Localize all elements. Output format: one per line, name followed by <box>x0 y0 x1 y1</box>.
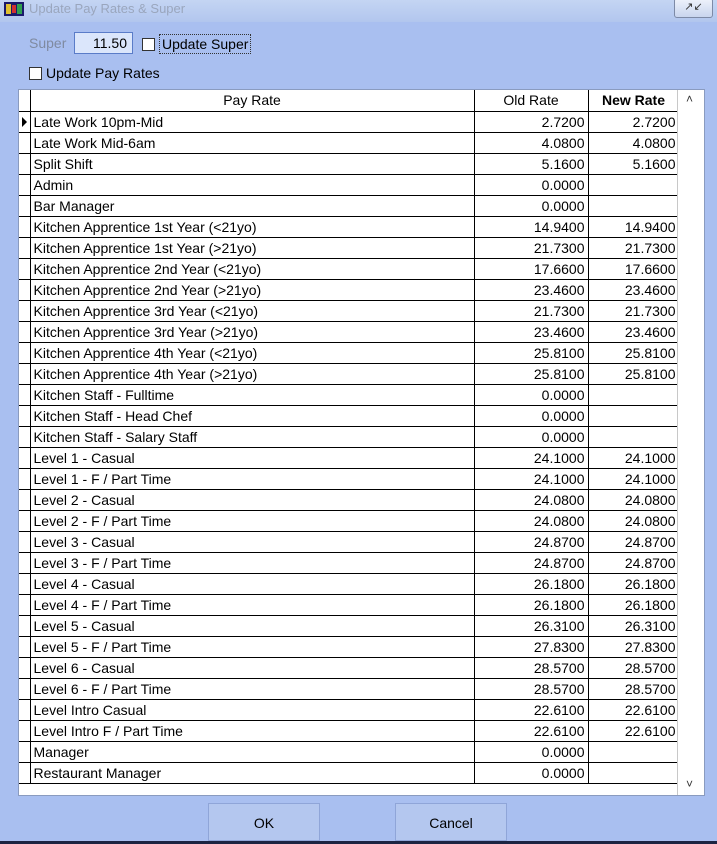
row-selector[interactable] <box>19 468 30 489</box>
table-row[interactable] <box>19 363 679 384</box>
old-rate-cell: 26.3100 <box>474 615 588 636</box>
row-selector[interactable] <box>19 573 30 594</box>
table-row[interactable] <box>19 300 679 321</box>
pay-rate-cell: Manager <box>30 741 474 762</box>
new-rate-cell[interactable]: 17.6600 <box>588 258 679 279</box>
row-selector[interactable] <box>19 657 30 678</box>
old-rate-cell: 22.6100 <box>474 699 588 720</box>
row-selector[interactable] <box>19 363 30 384</box>
pay-rate-cell: Level 2 - F / Part Time <box>30 510 474 531</box>
table-row[interactable] <box>19 678 679 699</box>
old-rate-cell: 22.6100 <box>474 720 588 741</box>
new-rate-cell[interactable] <box>588 426 679 447</box>
pay-rate-cell: Bar Manager <box>30 195 474 216</box>
checkbox-icon <box>142 38 155 51</box>
row-selector[interactable] <box>19 531 30 552</box>
pay-rates-table <box>19 90 680 784</box>
new-rate-cell[interactable]: 26.3100 <box>588 615 679 636</box>
new-rate-cell[interactable]: 25.8100 <box>588 342 679 363</box>
old-rate-cell: 24.1000 <box>474 447 588 468</box>
row-selector[interactable] <box>19 195 30 216</box>
table-row[interactable] <box>19 573 679 594</box>
row-selector[interactable] <box>19 489 30 510</box>
new-rate-cell[interactable]: 23.4600 <box>588 321 679 342</box>
old-rate-cell: 25.8100 <box>474 342 588 363</box>
vertical-scrollbar[interactable] <box>677 90 704 795</box>
row-selector[interactable] <box>19 594 30 615</box>
old-rate-cell: 25.8100 <box>474 363 588 384</box>
old-rate-cell: 0.0000 <box>474 741 588 762</box>
new-rate-cell[interactable] <box>588 762 679 783</box>
scroll-down-icon[interactable]: ˅ <box>686 777 694 791</box>
table-row[interactable] <box>19 195 679 216</box>
new-rate-cell[interactable]: 26.1800 <box>588 594 679 615</box>
pay-rate-cell: Kitchen Apprentice 4th Year (<21yo) <box>30 342 474 363</box>
window-title: Update Pay Rates & Super <box>29 1 186 16</box>
pay-rate-cell: Kitchen Apprentice 3rd Year (<21yo) <box>30 300 474 321</box>
old-rate-cell: 28.5700 <box>474 678 588 699</box>
table-row[interactable] <box>19 699 679 720</box>
table-row[interactable] <box>19 153 679 174</box>
old-rate-cell: 14.9400 <box>474 216 588 237</box>
table-row[interactable] <box>19 132 679 153</box>
new-rate-cell[interactable]: 28.5700 <box>588 657 679 678</box>
row-selector[interactable] <box>19 615 30 636</box>
row-selector[interactable] <box>19 216 30 237</box>
new-rate-cell[interactable]: 24.1000 <box>588 468 679 489</box>
old-rate-cell: 24.8700 <box>474 531 588 552</box>
row-selector[interactable] <box>19 174 30 195</box>
row-selector[interactable] <box>19 111 30 132</box>
super-input[interactable]: 11.50 <box>74 32 133 54</box>
table-row[interactable] <box>19 237 679 258</box>
new-rate-cell[interactable]: 28.5700 <box>588 678 679 699</box>
row-selector[interactable] <box>19 153 30 174</box>
row-selector[interactable] <box>19 258 30 279</box>
row-selector[interactable] <box>19 384 30 405</box>
pay-rate-cell: Admin <box>30 174 474 195</box>
new-rate-cell[interactable]: 21.7300 <box>588 237 679 258</box>
update-pay-rates-label: Update Pay Rates <box>46 65 160 81</box>
old-rate-cell: 26.1800 <box>474 573 588 594</box>
ok-button[interactable]: OK <box>208 803 320 841</box>
row-selector[interactable] <box>19 132 30 153</box>
new-rate-cell[interactable]: 4.0800 <box>588 132 679 153</box>
new-rate-cell[interactable]: 21.7300 <box>588 300 679 321</box>
row-selector[interactable] <box>19 762 30 783</box>
table-row[interactable] <box>19 174 679 195</box>
row-selector[interactable] <box>19 552 30 573</box>
old-rate-cell: 24.0800 <box>474 489 588 510</box>
old-rate-cell: 23.4600 <box>474 279 588 300</box>
pay-rate-cell: Kitchen Apprentice 2nd Year (<21yo) <box>30 258 474 279</box>
pay-rate-cell: Kitchen Apprentice 1st Year (<21yo) <box>30 216 474 237</box>
table-row[interactable] <box>19 468 679 489</box>
old-rate-cell: 24.8700 <box>474 552 588 573</box>
pay-rate-cell: Kitchen Staff - Head Chef <box>30 405 474 426</box>
row-selector[interactable] <box>19 426 30 447</box>
table-row[interactable] <box>19 510 679 531</box>
new-rate-cell[interactable] <box>588 405 679 426</box>
row-selector[interactable] <box>19 636 30 657</box>
current-row-icon <box>22 117 27 127</box>
old-rate-cell: 24.1000 <box>474 468 588 489</box>
table-row[interactable] <box>19 762 679 783</box>
old-rate-cell: 0.0000 <box>474 405 588 426</box>
table-row[interactable] <box>19 657 679 678</box>
title-bar <box>0 0 717 22</box>
old-rate-cell: 0.0000 <box>474 762 588 783</box>
new-rate-cell[interactable]: 2.7200 <box>588 111 679 132</box>
table-row[interactable] <box>19 489 679 510</box>
new-rate-cell[interactable]: 26.1800 <box>588 573 679 594</box>
table-header-row <box>19 90 679 111</box>
update-super-checkbox[interactable] <box>142 34 251 54</box>
old-rate-cell: 0.0000 <box>474 195 588 216</box>
new-rate-cell[interactable]: 25.8100 <box>588 363 679 384</box>
old-rate-cell: 23.4600 <box>474 321 588 342</box>
row-selector[interactable] <box>19 447 30 468</box>
pay-rate-cell: Level 5 - Casual <box>30 615 474 636</box>
row-selector[interactable] <box>19 342 30 363</box>
table-row[interactable] <box>19 111 679 132</box>
old-rate-cell: 0.0000 <box>474 426 588 447</box>
pay-rate-cell: Kitchen Apprentice 3rd Year (>21yo) <box>30 321 474 342</box>
pay-rate-cell: Level 3 - Casual <box>30 531 474 552</box>
table-row[interactable] <box>19 321 679 342</box>
new-rate-cell[interactable]: 24.8700 <box>588 552 679 573</box>
scroll-up-icon[interactable]: ˄ <box>686 92 694 106</box>
old-rate-cell: 24.0800 <box>474 510 588 531</box>
restore-icon: ↗↙ <box>684 1 703 13</box>
row-selector-header <box>19 90 30 111</box>
old-rate-cell: 27.8300 <box>474 636 588 657</box>
old-rate-cell: 26.1800 <box>474 594 588 615</box>
row-selector[interactable] <box>19 279 30 300</box>
row-selector[interactable] <box>19 741 30 762</box>
new-rate-cell[interactable]: 22.6100 <box>588 699 679 720</box>
new-rate-cell[interactable]: 24.8700 <box>588 531 679 552</box>
old-rate-cell: 0.0000 <box>474 384 588 405</box>
new-rate-cell[interactable]: 22.6100 <box>588 720 679 741</box>
column-header-pay-rate[interactable]: Pay Rate <box>30 90 474 111</box>
row-selector[interactable] <box>19 699 30 720</box>
table-row[interactable] <box>19 720 679 741</box>
pay-rate-cell: Kitchen Apprentice 1st Year (>21yo) <box>30 237 474 258</box>
table-row[interactable] <box>19 615 679 636</box>
new-rate-cell[interactable]: 27.8300 <box>588 636 679 657</box>
pay-rate-cell: Kitchen Staff - Fulltime <box>30 384 474 405</box>
new-rate-cell[interactable]: 24.0800 <box>588 489 679 510</box>
pay-rate-cell: Level 6 - Casual <box>30 657 474 678</box>
pay-rate-cell: Split Shift <box>30 153 474 174</box>
table-row[interactable] <box>19 216 679 237</box>
row-selector[interactable] <box>19 237 30 258</box>
pay-rate-cell: Level 5 - F / Part Time <box>30 636 474 657</box>
pay-rate-cell: Kitchen Apprentice 2nd Year (>21yo) <box>30 279 474 300</box>
table-row[interactable] <box>19 426 679 447</box>
new-rate-cell[interactable]: 14.9400 <box>588 216 679 237</box>
table-row[interactable] <box>19 447 679 468</box>
old-rate-cell: 5.1600 <box>474 153 588 174</box>
new-rate-cell[interactable]: 5.1600 <box>588 153 679 174</box>
table-row[interactable] <box>19 342 679 363</box>
app-icon <box>4 2 24 16</box>
pay-rate-cell: Kitchen Apprentice 4th Year (>21yo) <box>30 363 474 384</box>
table-row[interactable] <box>19 384 679 405</box>
old-rate-cell: 0.0000 <box>474 174 588 195</box>
old-rate-cell: 4.0800 <box>474 132 588 153</box>
new-rate-cell[interactable]: 24.0800 <box>588 510 679 531</box>
new-rate-cell[interactable] <box>588 741 679 762</box>
old-rate-cell: 17.6600 <box>474 258 588 279</box>
pay-rate-cell: Late Work 10pm-Mid <box>30 111 474 132</box>
pay-rates-grid[interactable] <box>18 89 705 796</box>
row-selector[interactable] <box>19 720 30 741</box>
pay-rate-cell: Level 4 - Casual <box>30 573 474 594</box>
pay-rate-cell: Level 3 - F / Part Time <box>30 552 474 573</box>
column-header-new-rate[interactable]: New Rate <box>588 90 679 111</box>
pay-rate-cell: Level 1 - F / Part Time <box>30 468 474 489</box>
row-selector[interactable] <box>19 510 30 531</box>
column-header-old-rate[interactable]: Old Rate <box>474 90 588 111</box>
pay-rate-cell: Level 6 - F / Part Time <box>30 678 474 699</box>
old-rate-cell: 21.7300 <box>474 237 588 258</box>
row-selector[interactable] <box>19 405 30 426</box>
new-rate-cell[interactable] <box>588 384 679 405</box>
table-row[interactable] <box>19 258 679 279</box>
pay-rate-cell: Late Work Mid-6am <box>30 132 474 153</box>
pay-rate-cell: Level 1 - Casual <box>30 447 474 468</box>
table-row[interactable] <box>19 531 679 552</box>
old-rate-cell: 28.5700 <box>474 657 588 678</box>
row-selector[interactable] <box>19 678 30 699</box>
old-rate-cell: 21.7300 <box>474 300 588 321</box>
update-pay-rates-checkbox[interactable] <box>29 65 160 81</box>
new-rate-cell[interactable]: 24.1000 <box>588 447 679 468</box>
old-rate-cell: 2.7200 <box>474 111 588 132</box>
pay-rate-cell: Kitchen Staff - Salary Staff <box>30 426 474 447</box>
new-rate-cell[interactable]: 23.4600 <box>588 279 679 300</box>
cancel-button[interactable]: Cancel <box>395 803 507 841</box>
pay-rate-cell: Level 2 - Casual <box>30 489 474 510</box>
new-rate-cell[interactable] <box>588 195 679 216</box>
table-row[interactable] <box>19 405 679 426</box>
update-super-label: Update Super <box>159 34 251 54</box>
pay-rate-cell: Level 4 - F / Part Time <box>30 594 474 615</box>
checkbox-icon <box>29 67 42 80</box>
table-row[interactable] <box>19 741 679 762</box>
pay-rate-cell: Restaurant Manager <box>30 762 474 783</box>
new-rate-cell[interactable] <box>588 174 679 195</box>
pay-rate-cell: Level Intro F / Part Time <box>30 720 474 741</box>
row-selector[interactable] <box>19 321 30 342</box>
restore-button[interactable] <box>674 0 713 18</box>
table-row[interactable] <box>19 594 679 615</box>
super-label: Super <box>29 35 67 51</box>
row-selector[interactable] <box>19 300 30 321</box>
table-row[interactable] <box>19 636 679 657</box>
table-row[interactable] <box>19 552 679 573</box>
table-row[interactable] <box>19 279 679 300</box>
pay-rate-cell: Level Intro Casual <box>30 699 474 720</box>
